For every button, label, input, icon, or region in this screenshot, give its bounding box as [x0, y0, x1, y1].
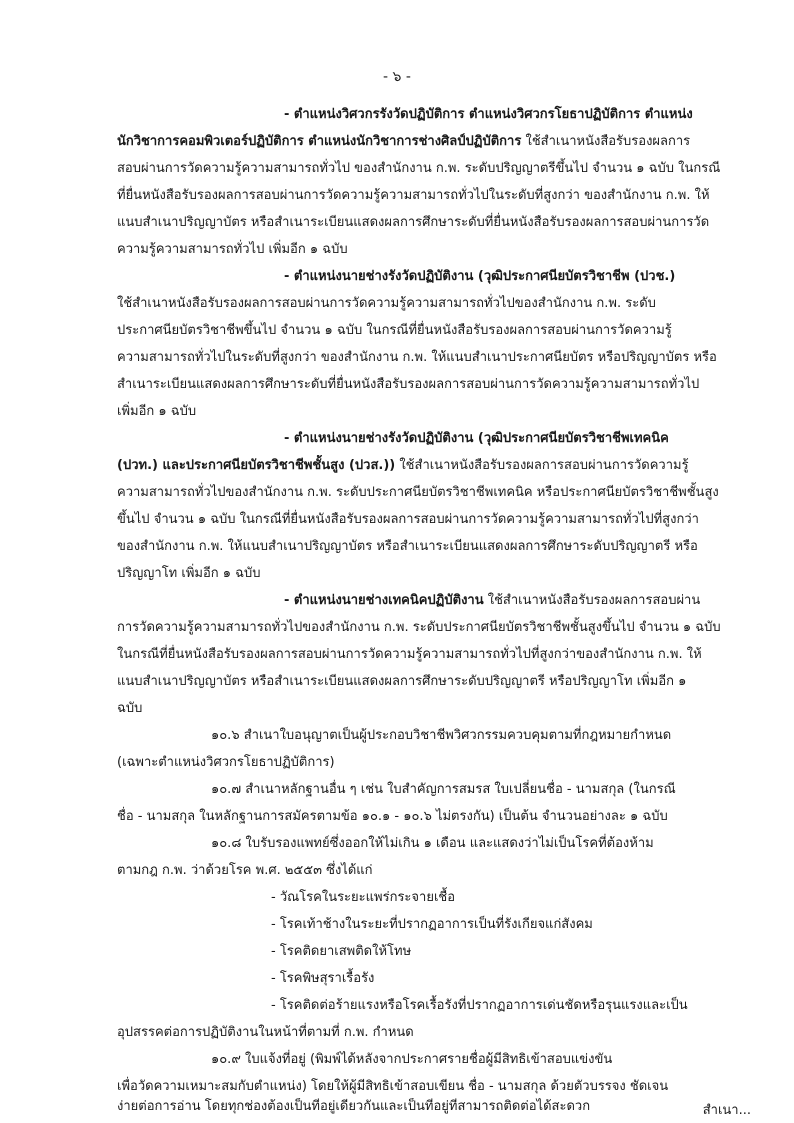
- text-line: ในกรณีที่ยื่นหนังสือรับรองผลการสอบผ่านการวัดความรู้ความสามารถทั่วไปที่สูงกว่าของสำนักงาน ก.พ. ให้: [117, 647, 702, 662]
- text-line: (ปวท.) และประกาศนียบัตรวิชาชีพชั้นสูง (ปวส.)) ใช้สำเนาหนังสือรับรองผลการสอบผ่านการวัดความรู้: [117, 458, 689, 473]
- text-line: ๑๐.๖ สำเนาใบอนุญาตเป็นผู้ประกอบวิชาชีพวิศวกรรมควบคุมตามที่กฎหมายกำหนด: [211, 728, 672, 743]
- text-line: ขึ้นไป จำนวน ๑ ฉบับ ในกรณีที่ยื่นหนังสือรับรองผลการสอบผ่านการวัดความรู้ความสามารถทั่วไปที่สูงกว่า: [117, 512, 699, 527]
- text-line: - ตำแหน่งนายช่างเทคนิคปฏิบัติงาน ใช้สำเนาหนังสือรับรองผลการสอบผ่าน: [284, 593, 701, 608]
- text-line: - วัณโรคในระยะแพร่กระจายเชื้อ: [271, 890, 456, 905]
- text-line: - ตำแหน่งนายช่างรังวัดปฏิบัติงาน (วุฒิประกาศนียบัตรวิชาชีพเทคนิค: [284, 431, 669, 446]
- text-line: ที่ยื่นหนังสือรับรองผลการสอบผ่านการวัดความรู้ความสามารถทั่วไปในระดับที่สูงกว่า ของสำนักงาน ก.พ. ให้: [117, 188, 710, 203]
- text-line: ความสามารถทั่วไปในระดับที่สูงกว่า ของสำนักงาน ก.พ. ให้แนบสำเนาประกาศนียบัตร หรือปริญญาบัตร หรือ: [117, 350, 717, 365]
- text-line: ชื่อ - นามสกุล ในหลักฐานการสมัครตามข้อ ๑๐.๑ - ๑๐.๖ ไม่ตรงกัน) เป็นต้น จำนวนอย่างละ ๑ ฉบับ: [117, 809, 668, 824]
- text-line: (เฉพาะตำแหน่งวิศวกรโยธาปฏิบัติการ): [117, 755, 335, 770]
- text-line: นักวิชาการคอมพิวเตอร์ปฏิบัติการ ตำแหน่งนักวิชาการช่างศิลป์ปฏิบัติการ ใช้สำเนาหนังสือรับรองผลการ: [117, 134, 691, 149]
- text-line: สอบผ่านการวัดความรู้ความสามารถทั่วไป ของสำนักงาน ก.พ. ระดับปริญญาตรีขึ้นไป จำนวน ๑ ฉบับ ในกรณี: [117, 161, 721, 176]
- text-line: สำเนาระเบียนแสดงผลการศึกษาระดับที่ยื่นหนังสือรับรองผลการสอบผ่านการวัดความรู้ความสามารถทั่วไป: [117, 377, 700, 392]
- text-line: ของสำนักงาน ก.พ. ให้แนบสำเนาปริญญาบัตร หรือสำเนาระเบียนแสดงผลการศึกษาระดับปริญญาตรี หรือ: [117, 539, 698, 554]
- text-line: ประกาศนียบัตรวิชาชีพขึ้นไป จำนวน ๑ ฉบับ ในกรณีที่ยื่นหนังสือรับรองผลการสอบผ่านการวัดความรู้: [117, 323, 672, 338]
- text-line: ความรู้ความสามารถทั่วไป เพิ่มอีก ๑ ฉบับ: [117, 242, 348, 257]
- page-number: - ๖ -: [383, 69, 411, 85]
- text-line: การวัดความรู้ความสามารถทั่วไปของสำนักงาน ก.พ. ระดับประกาศนียบัตรวิชาชีพชั้นสูงขึ้นไป จำนวน ๑ ฉบับ: [117, 620, 721, 635]
- text-line: - โรคเท้าช้างในระยะที่ปรากฏอาการเป็นที่รังเกียจแก่สังคม: [271, 917, 593, 932]
- text-line: เพิ่มอีก ๑ ฉบับ: [117, 404, 197, 419]
- text-line: แนบสำเนาปริญญาบัตร หรือสำเนาระเบียนแสดงผลการศึกษาระดับที่ยื่นหนังสือรับรองผลการสอบผ่านการวัด: [117, 215, 710, 230]
- text-line: ง่ายต่อการอ่าน โดยทุกช่องต้องเป็นที่อยู่เดียวกันและเป็นที่อยู่ที่สามารถติดต่อได้สะดวก: [117, 1099, 591, 1114]
- text-line: ความสามารถทั่วไปของสำนักงาน ก.พ. ระดับประกาศนียบัตรวิชาชีพเทคนิค หรือประกาศนียบัตรวิชาชีพชั้นสูง: [117, 485, 719, 500]
- text-line: ๑๐.๗ สำเนาหลักฐานอื่น ๆ เช่น ใบสำคัญการสมรส ใบเปลี่ยนชื่อ - นามสกุล (ในกรณี: [211, 782, 676, 797]
- continuation-marker: สำเนา...: [702, 1103, 751, 1118]
- text-line: แนบสำเนาปริญญาบัตร หรือสำเนาระเบียนแสดงผลการศึกษาระดับปริญญาตรี หรือปริญญาโท เพิ่มอีก ๑: [117, 674, 687, 689]
- text-line: - โรคพิษสุราเรื้อรัง: [271, 971, 375, 986]
- text-line: - โรคติดต่อร้ายแรงหรือโรคเรื้อรังที่ปรากฏอาการเด่นชัดหรือรุนแรงและเป็น: [271, 998, 688, 1013]
- text-line: ฉบับ: [117, 701, 143, 716]
- text-line: - ตำแหน่งนายช่างรังวัดปฏิบัติงาน (วุฒิประกาศนียบัตรวิชาชีพ (ปวช.): [284, 269, 676, 284]
- text-line: ใช้สำเนาหนังสือรับรองผลการสอบผ่านการวัดความรู้ความสามารถทั่วไปของสำนักงาน ก.พ. ระดับ: [117, 296, 656, 311]
- text-line: ปริญญาโท เพิ่มอีก ๑ ฉบับ: [117, 566, 261, 581]
- text-line: เพื่อวัดความเหมาะสมกับตำแหน่ง) โดยให้ผู้มีสิทธิเข้าสอบเขียน ชื่อ - นามสกุล ด้วยตัวบรรจง ชัดเจน: [117, 1079, 669, 1094]
- text-line: ตามกฎ ก.พ. ว่าด้วยโรค พ.ศ. ๒๕๕๓ ซึ่งได้แก่: [117, 863, 373, 878]
- text-line: ๑๐.๘ ใบรับรองแพทย์ซึ่งออกให้ไม่เกิน ๑ เดือน และแสดงว่าไม่เป็นโรคที่ต้องห้าม: [211, 836, 654, 851]
- text-line: - ตำแหน่งวิศวกรรังวัดปฏิบัติการ ตำแหน่งวิศวกรโยธาปฏิบัติการ ตำแหน่ง: [284, 107, 693, 122]
- text-line: - โรคติดยาเสพติดให้โทษ: [271, 944, 412, 959]
- text-line: อุปสรรคต่อการปฏิบัติงานในหน้าที่ตามที่ ก.พ. กำหนด: [117, 1025, 414, 1040]
- text-line: ๑๐.๙ ใบแจ้งที่อยู่ (พิมพ์ได้หลังจากประกาศรายชื่อผู้มีสิทธิเข้าสอบแข่งขัน: [211, 1052, 613, 1067]
